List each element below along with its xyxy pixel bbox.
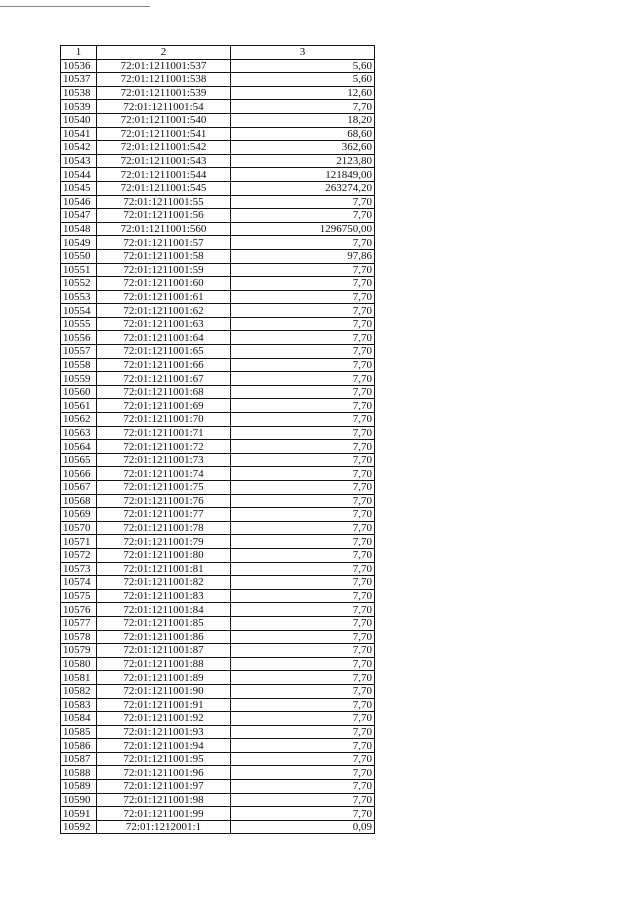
cadastral-number: 72:01:1211001:57: [97, 236, 231, 250]
cadastral-value: 7,70: [231, 521, 375, 535]
cadastral-number: 72:01:1211001:61: [97, 290, 231, 304]
header-col-2: 2: [97, 46, 231, 60]
table-row: [61, 59, 375, 73]
cadastral-number: 72:01:1211001:55: [97, 195, 231, 209]
row-number: 10589: [61, 780, 97, 794]
cadastral-value: 7,70: [231, 548, 375, 562]
row-number: 10577: [61, 616, 97, 630]
row-number: 10559: [61, 372, 97, 386]
cadastral-value: 263274,20: [231, 181, 375, 195]
row-number: 10539: [61, 100, 97, 114]
cadastral-number: 72:01:1211001:539: [97, 86, 231, 100]
row-number: 10582: [61, 684, 97, 698]
cadastral-value: 18,20: [231, 113, 375, 127]
cadastral-value: 7,70: [231, 630, 375, 644]
cadastral-value: 7,70: [231, 671, 375, 685]
row-number: 10555: [61, 317, 97, 331]
row-number: 10590: [61, 793, 97, 807]
cadastral-value: 7,70: [231, 780, 375, 794]
cadastral-number: 72:01:1211001:74: [97, 467, 231, 481]
cadastral-number: 72:01:1211001:93: [97, 725, 231, 739]
cadastral-number: 72:01:1211001:90: [97, 684, 231, 698]
cadastral-number: 72:01:1211001:544: [97, 168, 231, 182]
cadastral-number: 72:01:1211001:88: [97, 657, 231, 671]
table-row: [61, 671, 375, 685]
cadastral-number: 72:01:1211001:80: [97, 548, 231, 562]
row-number: 10587: [61, 752, 97, 766]
table-row: [61, 399, 375, 413]
cadastral-number: 72:01:1211001:64: [97, 331, 231, 345]
row-number: 10553: [61, 290, 97, 304]
cadastral-number: 72:01:1211001:65: [97, 345, 231, 359]
table-row: [61, 277, 375, 291]
cadastral-number: 72:01:1211001:60: [97, 277, 231, 291]
row-number: 10574: [61, 576, 97, 590]
cadastral-value: 7,70: [231, 209, 375, 223]
cadastral-number: 72:01:1211001:83: [97, 589, 231, 603]
header-col-3: 3: [231, 46, 375, 60]
row-number: 10548: [61, 222, 97, 236]
row-number: 10551: [61, 263, 97, 277]
row-number: 10564: [61, 440, 97, 454]
table-row: [61, 712, 375, 726]
row-number: 10543: [61, 154, 97, 168]
cadastral-number: 72:01:1211001:543: [97, 154, 231, 168]
table-row: [61, 725, 375, 739]
table-row: [61, 793, 375, 807]
table-row: [61, 603, 375, 617]
cadastral-value: 7,70: [231, 494, 375, 508]
row-number: 10580: [61, 657, 97, 671]
cadastral-number: 72:01:1211001:541: [97, 127, 231, 141]
cadastral-number: 72:01:1211001:91: [97, 698, 231, 712]
row-number: 10581: [61, 671, 97, 685]
row-number: 10560: [61, 385, 97, 399]
table-row: [61, 521, 375, 535]
row-number: 10557: [61, 345, 97, 359]
cadastral-number: 72:01:1211001:542: [97, 141, 231, 155]
cadastral-number: 72:01:1211001:95: [97, 752, 231, 766]
table-row: [61, 467, 375, 481]
cadastral-number: 72:01:1211001:84: [97, 603, 231, 617]
table-row: [61, 576, 375, 590]
row-number: 10576: [61, 603, 97, 617]
row-number: 10540: [61, 113, 97, 127]
table-row: [61, 358, 375, 372]
cadastral-value: 7,70: [231, 467, 375, 481]
row-number: 10569: [61, 508, 97, 522]
row-number: 10591: [61, 807, 97, 821]
cadastral-value: 68,60: [231, 127, 375, 141]
row-number: 10550: [61, 249, 97, 263]
table-row: [61, 494, 375, 508]
cadastral-number: 72:01:1211001:67: [97, 372, 231, 386]
table-row: [61, 780, 375, 794]
cadastral-number: 72:01:1211001:75: [97, 481, 231, 495]
cadastral-value: 7,70: [231, 426, 375, 440]
cadastral-number: 72:01:1211001:79: [97, 535, 231, 549]
table-row: [61, 548, 375, 562]
cadastral-number: 72:01:1211001:73: [97, 453, 231, 467]
table-row: [61, 413, 375, 427]
row-number: 10542: [61, 141, 97, 155]
table-row: [61, 317, 375, 331]
table-row: [61, 127, 375, 141]
cadastral-number: 72:01:1211001:89: [97, 671, 231, 685]
row-number: 10583: [61, 698, 97, 712]
cadastral-number: 72:01:1211001:98: [97, 793, 231, 807]
row-number: 10571: [61, 535, 97, 549]
table-row: [61, 752, 375, 766]
row-number: 10536: [61, 59, 97, 73]
table-row: [61, 657, 375, 671]
cadastral-value: 7,70: [231, 793, 375, 807]
table-row: [61, 304, 375, 318]
cadastral-number: 72:01:1211001:537: [97, 59, 231, 73]
scan-top-rule: [0, 6, 150, 7]
table-row: [61, 181, 375, 195]
row-number: 10570: [61, 521, 97, 535]
table-row: [61, 426, 375, 440]
table-row: [61, 385, 375, 399]
table-row: [61, 345, 375, 359]
table-row: [61, 684, 375, 698]
table-row: [61, 698, 375, 712]
row-number: 10554: [61, 304, 97, 318]
table-row: [61, 86, 375, 100]
row-number: 10572: [61, 548, 97, 562]
cadastral-value: 7,70: [231, 739, 375, 753]
cadastral-value: 7,70: [231, 195, 375, 209]
cadastral-value: 7,70: [231, 562, 375, 576]
cadastral-value: 7,70: [231, 372, 375, 386]
table-row: [61, 739, 375, 753]
table-row: [61, 263, 375, 277]
cadastral-value: 1296750,00: [231, 222, 375, 236]
row-number: 10546: [61, 195, 97, 209]
row-number: 10538: [61, 86, 97, 100]
table-row: [61, 535, 375, 549]
cadastral-number: 72:01:1211001:81: [97, 562, 231, 576]
cadastral-value: 7,70: [231, 712, 375, 726]
row-number: 10578: [61, 630, 97, 644]
cadastral-number: 72:01:1211001:82: [97, 576, 231, 590]
cadastral-number: 72:01:1211001:71: [97, 426, 231, 440]
cadastral-number: 72:01:1211001:66: [97, 358, 231, 372]
table-header-row: [61, 46, 375, 60]
cadastral-number: 72:01:1211001:86: [97, 630, 231, 644]
cadastral-number: 72:01:1211001:62: [97, 304, 231, 318]
cadastral-number: 72:01:1212001:1: [97, 820, 231, 834]
cadastral-number: 72:01:1211001:545: [97, 181, 231, 195]
cadastral-number: 72:01:1211001:92: [97, 712, 231, 726]
cadastral-number: 72:01:1211001:69: [97, 399, 231, 413]
cadastral-value: 7,70: [231, 263, 375, 277]
row-number: 10579: [61, 644, 97, 658]
table-row: [61, 209, 375, 223]
row-number: 10558: [61, 358, 97, 372]
table-row: [61, 453, 375, 467]
row-number: 10545: [61, 181, 97, 195]
cadastral-value: 7,70: [231, 616, 375, 630]
row-number: 10541: [61, 127, 97, 141]
table-row: [61, 249, 375, 263]
cadastral-value: 7,70: [231, 440, 375, 454]
row-number: 10552: [61, 277, 97, 291]
cadastral-value: 2123,80: [231, 154, 375, 168]
row-number: 10561: [61, 399, 97, 413]
cadastral-value: 7,70: [231, 807, 375, 821]
row-number: 10568: [61, 494, 97, 508]
cadastral-number: 72:01:1211001:70: [97, 413, 231, 427]
cadastral-value: 7,70: [231, 589, 375, 603]
row-number: 10585: [61, 725, 97, 739]
cadastral-number: 72:01:1211001:78: [97, 521, 231, 535]
table-row: [61, 100, 375, 114]
cadastral-number: 72:01:1211001:59: [97, 263, 231, 277]
table-row: [61, 168, 375, 182]
cadastral-number: 72:01:1211001:54: [97, 100, 231, 114]
row-number: 10565: [61, 453, 97, 467]
cadastral-value: 121849,00: [231, 168, 375, 182]
cadastral-value: 7,70: [231, 317, 375, 331]
table-body: [61, 46, 375, 834]
cadastral-value: 7,70: [231, 453, 375, 467]
cadastral-number: 72:01:1211001:560: [97, 222, 231, 236]
cadastral-value: 5,60: [231, 59, 375, 73]
cadastral-value: 7,70: [231, 698, 375, 712]
cadastral-value: 7,70: [231, 358, 375, 372]
cadastral-value: 7,70: [231, 752, 375, 766]
cadastral-value: 97,86: [231, 249, 375, 263]
cadastral-number: 72:01:1211001:56: [97, 209, 231, 223]
cadastral-value: 7,70: [231, 535, 375, 549]
row-number: 10575: [61, 589, 97, 603]
cadastral-value: 0,09: [231, 820, 375, 834]
cadastral-number: 72:01:1211001:72: [97, 440, 231, 454]
cadastral-value: 7,70: [231, 290, 375, 304]
cadastral-value: 5,60: [231, 73, 375, 87]
cadastral-number: 72:01:1211001:58: [97, 249, 231, 263]
cadastral-value: 7,70: [231, 345, 375, 359]
table-row: [61, 766, 375, 780]
cadastral-value-table: [60, 45, 375, 834]
table-row: [61, 372, 375, 386]
cadastral-value: 7,70: [231, 576, 375, 590]
row-number: 10573: [61, 562, 97, 576]
row-number: 10563: [61, 426, 97, 440]
row-number: 10547: [61, 209, 97, 223]
cadastral-value: 7,70: [231, 277, 375, 291]
row-number: 10556: [61, 331, 97, 345]
cadastral-number: 72:01:1211001:68: [97, 385, 231, 399]
table-row: [61, 616, 375, 630]
cadastral-number: 72:01:1211001:94: [97, 739, 231, 753]
cadastral-value: 7,70: [231, 766, 375, 780]
row-number: 10592: [61, 820, 97, 834]
table-row: [61, 195, 375, 209]
cadastral-value: 7,70: [231, 413, 375, 427]
cadastral-value: 7,70: [231, 385, 375, 399]
row-number: 10544: [61, 168, 97, 182]
table-row: [61, 630, 375, 644]
table-row: [61, 807, 375, 821]
cadastral-value: 7,70: [231, 644, 375, 658]
table-row: [61, 73, 375, 87]
row-number: 10588: [61, 766, 97, 780]
cadastral-value: 7,70: [231, 481, 375, 495]
row-number: 10586: [61, 739, 97, 753]
row-number: 10584: [61, 712, 97, 726]
table-row: [61, 644, 375, 658]
cadastral-value: 7,70: [231, 657, 375, 671]
cadastral-number: 72:01:1211001:540: [97, 113, 231, 127]
table-row: [61, 113, 375, 127]
row-number: 10567: [61, 481, 97, 495]
table-row: [61, 440, 375, 454]
table-row: [61, 562, 375, 576]
cadastral-value: 362,60: [231, 141, 375, 155]
header-col-1: 1: [61, 46, 97, 60]
cadastral-number: 72:01:1211001:77: [97, 508, 231, 522]
cadastral-number: 72:01:1211001:97: [97, 780, 231, 794]
table-row: [61, 820, 375, 834]
row-number: 10549: [61, 236, 97, 250]
cadastral-value: 7,70: [231, 331, 375, 345]
cadastral-value: 7,70: [231, 603, 375, 617]
table-row: [61, 236, 375, 250]
cadastral-value: 7,70: [231, 399, 375, 413]
table-row: [61, 481, 375, 495]
cadastral-value: 7,70: [231, 236, 375, 250]
cadastral-value: 7,70: [231, 725, 375, 739]
table-row: [61, 331, 375, 345]
table-row: [61, 154, 375, 168]
row-number: 10562: [61, 413, 97, 427]
cadastral-number: 72:01:1211001:87: [97, 644, 231, 658]
cadastral-value: 7,70: [231, 304, 375, 318]
cadastral-value: 7,70: [231, 508, 375, 522]
cadastral-number: 72:01:1211001:96: [97, 766, 231, 780]
cadastral-value: 7,70: [231, 100, 375, 114]
cadastral-number: 72:01:1211001:538: [97, 73, 231, 87]
table-row: [61, 222, 375, 236]
cadastral-value: 12,60: [231, 86, 375, 100]
cadastral-number: 72:01:1211001:76: [97, 494, 231, 508]
cadastral-number: 72:01:1211001:85: [97, 616, 231, 630]
table-row: [61, 589, 375, 603]
table-row: [61, 290, 375, 304]
cadastral-number: 72:01:1211001:99: [97, 807, 231, 821]
cadastral-number: 72:01:1211001:63: [97, 317, 231, 331]
row-number: 10537: [61, 73, 97, 87]
cadastral-value: 7,70: [231, 684, 375, 698]
row-number: 10566: [61, 467, 97, 481]
table-row: [61, 141, 375, 155]
table-row: [61, 508, 375, 522]
